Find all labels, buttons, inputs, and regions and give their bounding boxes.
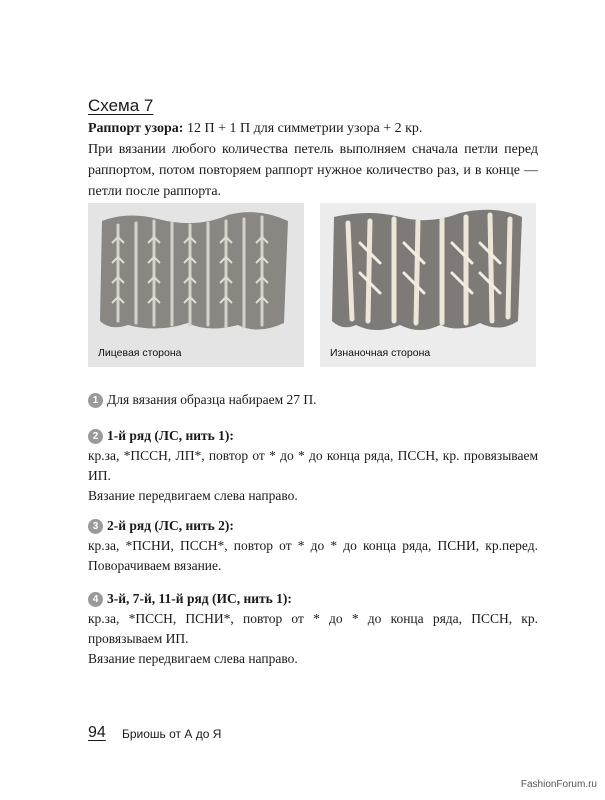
photo-back-side [320,203,536,367]
step-number-badge: 2 [88,429,103,444]
step-1-text: Для вязания образца набираем 27 П. [107,392,317,407]
step-2-line-2: Вязание передвигаем слева направо. [88,488,298,503]
intro-paragraph: При вязании любого количества петель выполняем сначала петли перед раппортом, потом повторяем раппорт нужное количество раз, и в конце — петли после раппорта. [88,142,538,199]
knit-swatch-front-image [88,203,304,367]
book-title: Бриошь от А до Я [122,727,222,741]
step-4-line-2: Вязание передвигаем слева направо. [88,651,298,666]
step-1 [88,390,538,410]
page-number: 94 [88,724,106,741]
schema-title: Схема 7 [88,96,154,115]
watermark: FashionForum.ru [520,779,597,790]
photo-caption-front: Лицевая сторона [98,347,182,359]
rapport-line [88,118,538,139]
rapport-text: 12 П + 1 П для симметрии узора + 2 кр. [183,121,423,136]
step-4-line-1: кр.за, *ПССН, ПСНИ*, повтор от * до * до конца ряда, ПССН, кр. провязываем ИП. [88,611,538,646]
step-2-heading [88,426,538,446]
step-number-badge: 4 [88,592,103,607]
step-number-badge: 1 [88,393,103,408]
knit-swatch-back-image [320,203,536,367]
step-4-title: 3-й, 7-й, 11-й ряд (ИС, нить 1): [107,591,292,606]
step-3-heading [88,516,538,536]
step-number-badge: 3 [88,519,103,534]
step-3-line-1: кр.за, *ПСНИ, ПССН*, повтор от * до * до конца ряда, ПСНИ, кр.перед. Поворачиваем вязание. [88,538,538,573]
step-2-line-1: кр.за, *ПССН, ЛП*, повтор от * до * до конца ряда, ПССН, кр. провязываем ИП. [88,448,538,483]
photo-caption-back: Изнаночная сторона [330,347,431,359]
step-3-title: 2-й ряд (ЛС, нить 2): [107,518,234,533]
step-4-heading [88,589,538,609]
rapport-label: Раппорт узора: [88,121,184,136]
step-2-title: 1-й ряд (ЛС, нить 1): [107,428,234,443]
photo-front-side [88,203,304,367]
